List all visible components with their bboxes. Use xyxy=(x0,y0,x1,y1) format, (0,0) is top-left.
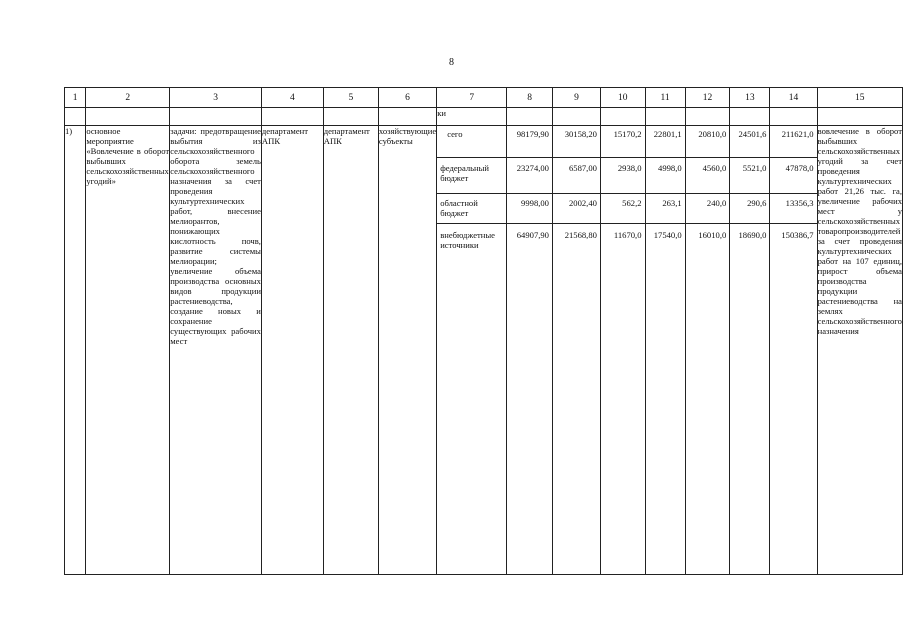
amount-cell: 9998,00 xyxy=(507,194,552,224)
continuation-text: ки xyxy=(437,108,507,126)
amount-cell: 290,6 xyxy=(730,194,769,224)
source-extrabudget-label: внебюджетные источники xyxy=(440,230,495,250)
header-cell: 14 xyxy=(770,88,817,108)
tasks-text: задачи: предотвращение выбытия из сельскохозяйственного оборота земель сельскохозяйственного назначения за счет проведения культуртехнических работ, внесение мелиорантов, понижающих кислотность почв, развитие системы мелиорации; увеличение объема производства основных видов продукции растениеводства, создание новых и сохранение существующих рабочих мест xyxy=(170,126,262,575)
amount-column xyxy=(770,126,817,575)
amount-cell: 562,2 xyxy=(601,194,645,224)
row-number: 1) xyxy=(65,126,86,575)
amount-column xyxy=(730,126,770,575)
amount-cell: 23274,00 xyxy=(507,158,552,194)
amount-column xyxy=(685,126,730,575)
participants: хозяйствующие субъекты xyxy=(378,126,436,575)
amount-column xyxy=(600,126,645,575)
amount-cell: 150386,7 xyxy=(781,230,814,240)
header-cell: 12 xyxy=(685,88,730,108)
amount-column xyxy=(645,126,685,575)
amount-cell: 2002,40 xyxy=(553,194,600,224)
amount-cell: 20810,0 xyxy=(686,126,730,158)
header-cell: 10 xyxy=(600,88,645,108)
header-cell: 5 xyxy=(323,88,378,108)
amount-cell: 15170,2 xyxy=(601,126,645,158)
amount-cell: 4998,0 xyxy=(646,158,685,194)
header-cell: 9 xyxy=(552,88,600,108)
amount-cell: 6587,00 xyxy=(553,158,600,194)
amount-cell: 21568,80 xyxy=(564,230,597,240)
header-cell: 2 xyxy=(86,88,170,108)
header-cell: 8 xyxy=(507,88,553,108)
amount-cell: 98179,90 xyxy=(507,126,552,158)
header-cell: 4 xyxy=(261,88,323,108)
amount-cell: 211621,0 xyxy=(770,126,816,158)
amount-cell: 17540,0 xyxy=(653,230,682,240)
amount-cell: 22801,1 xyxy=(646,126,685,158)
amount-cell: 30158,20 xyxy=(553,126,600,158)
continuation-row xyxy=(65,108,903,126)
amount-cell: 24501,6 xyxy=(730,126,769,158)
amount-column xyxy=(552,126,600,575)
amount-cell: 16010,0 xyxy=(698,230,727,240)
co-executor: департамент АПК xyxy=(323,126,378,575)
amount-cell: 11670,0 xyxy=(613,230,642,240)
source-regional-label: областной бюджет xyxy=(437,194,506,224)
header-cell: 6 xyxy=(378,88,436,108)
header-row xyxy=(65,88,903,108)
program-table xyxy=(64,87,903,575)
header-cell: 13 xyxy=(730,88,770,108)
responsible-executor: департамент АПК xyxy=(261,126,323,575)
amount-cell: 240,0 xyxy=(686,194,730,224)
header-cell: 3 xyxy=(170,88,262,108)
header-cell: 7 xyxy=(437,88,507,108)
expected-result: вовлечение в оборот выбывших сельскохозяйственных угодий за счет проведения культуртехнических работ 21,26 тыс. га, увеличение рабочих мест у сельскохозяйственных товаропроизводителей за счет проведения культуртехнических работ на 107 единиц, прирост объема производства продукции растениеводства на землях сельскохозяйственного назначения xyxy=(817,126,902,575)
header-cell: 15 xyxy=(817,88,902,108)
source-total-label: сего xyxy=(437,126,506,158)
header-cell: 11 xyxy=(645,88,685,108)
amount-cell: 4560,0 xyxy=(686,158,730,194)
source-federal-label: федеральный бюджет xyxy=(437,158,506,194)
amount-cell: 18690,0 xyxy=(738,230,767,240)
amount-cell: 64907,90 xyxy=(516,230,549,240)
amount-cell: 263,1 xyxy=(646,194,685,224)
measure-name: основное мероприятие «Вовлечение в оборот выбывших сельскохозяйственных угодий» xyxy=(86,126,170,575)
amount-cell: 2938,0 xyxy=(601,158,645,194)
amount-cell: 5521,0 xyxy=(730,158,769,194)
amount-column xyxy=(507,126,553,575)
page-number: 8 xyxy=(449,57,454,68)
header-cell: 1 xyxy=(65,88,86,108)
funding-sources xyxy=(437,126,507,575)
table-row xyxy=(65,126,903,575)
amount-cell: 13356,3 xyxy=(770,194,816,224)
amount-cell: 47878,0 xyxy=(770,158,816,194)
